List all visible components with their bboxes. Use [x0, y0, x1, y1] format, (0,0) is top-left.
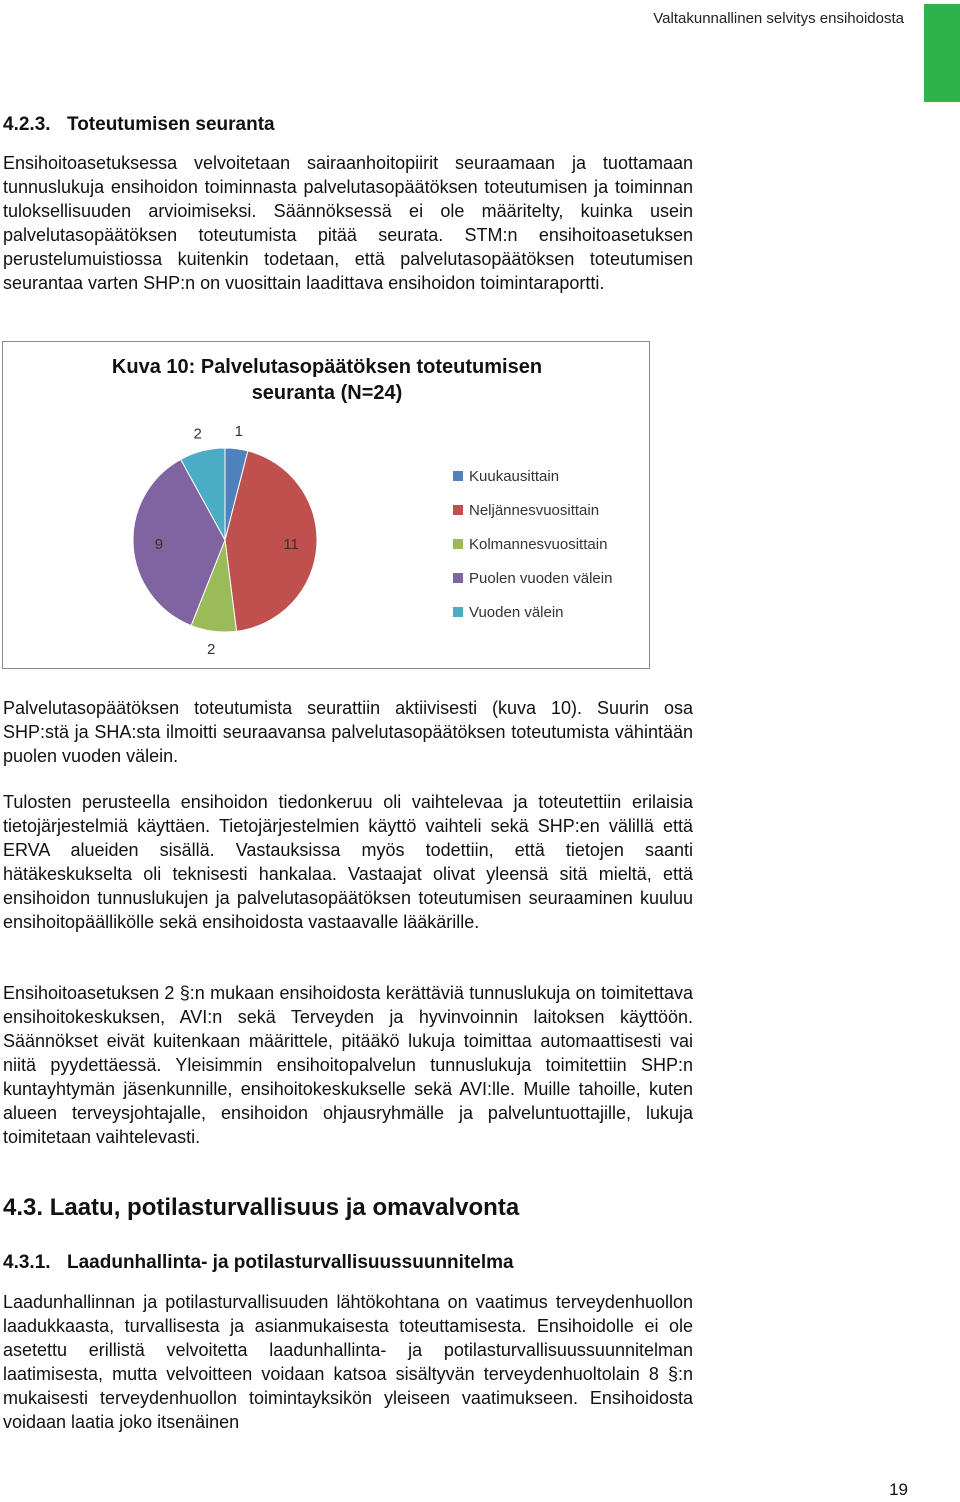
chart-title-line-1: Kuva 10: Palvelutasopäätöksen toteutumisen: [111, 356, 543, 378]
running-header: Valtakunnallinen selvitys ensihoidosta: [653, 10, 904, 27]
section-heading-4-3-1: [3, 1252, 514, 1274]
section-title: Toteutumisen seuranta: [67, 114, 275, 135]
legend-label: Kolmannesvuosittain: [469, 535, 608, 553]
section-number: 4.2.3.: [3, 114, 51, 135]
chart-title-line-2: seuranta (N=24): [251, 382, 403, 404]
legend-item-4: [453, 595, 612, 629]
pie-chart-figure: [2, 341, 650, 669]
legend-label: Neljännesvuosittain: [469, 501, 600, 519]
chart-legend: [453, 459, 612, 629]
legend-swatch: [453, 471, 463, 481]
legend-swatch: [453, 573, 463, 583]
pie-data-label-3: 9: [154, 536, 164, 554]
paragraph-4: Ensihoitoasetuksen 2 §:n mukaan ensihoidosta kerättäviä tunnuslukuja on toimitettava ensihoitokeskuksen, AVI:n sekä Terveyden ja hyvinvoinnin laitoksen käyttöön. Säännökset eivät kuitenkaan määrittele, pitääkö lukuja toimittaa automaattisesti vai niitä pyydettäessä. Yleisimmin ensihoitopalvelun tunnuslukuja toimitettiin SHP:n kuntayhtymän jäsenkunnille, ensihoitokeskukselle sekä AVI:lle. Muille tahoille, kuten alueen terveysjohtajalle, ensihoidon ohjausryhmälle ja palveluntuottajille, lukuja toimitetaan vaihtelevasti.: [3, 983, 693, 1147]
legend-item-0: [453, 459, 612, 493]
legend-item-3: [453, 561, 612, 595]
legend-label: Kuukausittain: [469, 467, 560, 485]
paragraph-3: Tulosten perusteella ensihoidon tiedonkeruu oli vaihtelevaa ja toteutettiin erilaisia tietojärjestelmiä käyttäen. Tietojärjestelmien käyttö vaihteli sekä SHP:en välillä että ERVA alueiden sisällä. Vastauksissa myös todettiin, että tietojen saanti hätäkeskukselta oli teknisesti hankalaa. Vastaajat olivat yleensä sitä mieltä, että ensihoidon tunnuslukujen ja palvelutasopäätöksen toteutumisen seuraaminen kuuluu ensihoitopäällikölle sekä ensihoidosta vastaavalle lääkärille.: [3, 792, 693, 932]
pie-data-label-4: 2: [193, 425, 202, 443]
section-title: Laatu, potilasturvallisuus ja omavalvonta: [49, 1194, 520, 1221]
paragraph-1: Ensihoitoasetuksessa velvoitetaan sairaanhoitopiirit seuraamaan ja tuottamaan tunnuslukuja ensihoidon toiminnasta palvelutasopäätöksen toteutumisen ja toiminnan tuloksellisuuden arvioimiseksi. Säännöksessä ei ole määritelty, kuinka usein palvelutasopäätöksen toteutumista pitää seurata. STM:n ensihoitoasetuksen perustelumuistiossa kuitenkin todetaan, että palvelutasopäätöksen toteutumisen seurantaa varten SHP:n on vuosittain laadittava ensihoidon toimintaraportti.: [3, 153, 693, 293]
legend-item-2: [453, 527, 612, 561]
legend-label: Puolen vuoden välein: [469, 569, 613, 587]
section-heading-4-3: [3, 1194, 519, 1222]
paragraph-5: Laadunhallinnan ja potilasturvallisuuden lähtökohtana on vaatimus terveydenhuollon laadukkaasta, turvallisesta ja asianmukaisesta toteuttamisesta. Ensihoidolle ei ole asetettu erillistä velvoitetta laadunhallinta- ja potilasturvallisuussuunnitelman laatimisesta, mutta velvoitteen voidaan katsoa sisältyvän terveydenhuoltolain 8 §:n mukaisesti terveydenhuollon toimintayksikön yleiseen vaatimukseen. Ensihoidosta voidaan laatia joko itsenäinen: [3, 1292, 693, 1432]
legend-swatch: [453, 539, 463, 549]
legend-swatch: [453, 505, 463, 515]
section-number: 4.3.1.: [3, 1252, 51, 1273]
legend-item-1: [453, 493, 612, 527]
pie-data-label-0: 1: [234, 422, 243, 440]
section-number: 4.3.: [3, 1194, 44, 1221]
legend-label: Vuoden välein: [469, 603, 564, 621]
paragraph-2: Palvelutasopäätöksen toteutumista seurattiin aktiivisesti (kuva 10). Suurin osa SHP:stä ja SHA:sta ilmoitti seuraavansa palvelutasopäätöksen toteutumista vähintään puolen vuoden välein.: [3, 698, 693, 766]
section-title: Laadunhallinta- ja potilasturvallisuussuunnitelma: [67, 1252, 514, 1273]
section-heading-4-2-3: [3, 114, 275, 136]
pie-data-label-2: 2: [207, 641, 216, 659]
header-accent-bar: [924, 4, 960, 102]
page-number: 19: [889, 1480, 908, 1499]
pie-data-label-1: 11: [283, 536, 299, 554]
legend-swatch: [453, 607, 463, 617]
